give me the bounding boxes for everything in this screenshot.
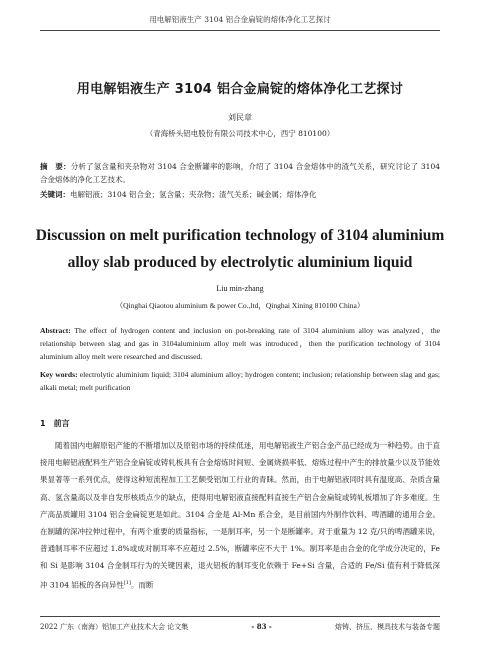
body-paragraph-text: 随着国内电解原铝产能的不断增加以及原铝市场的持续低迷，用电解铝液生产铝合金产品已经成为一种趋势。由于直接用电解铝液配料生产铝合金扁锭或铸轧板具有合金熔炼时间短、金属烧损率低、熔炼过程中产生的排放量少以及节能效果显著等一系列优点，使得这种短流程加工工艺颇受铝加工行业的青睐。然而，由于电解铝液同时具有温度高、杂质含量高、氢含量高以及非自发形核质点少的缺点，使得用电解铝液直接配料直接生产铝合金扁锭或铸轧板增加了许多难度。生产高品质罐用 3104 铝合金扁锭更是如此。3104 合金是 Al-Mn 系合金，是目前国内外制作饮料、啤酒罐的通用合金。在制罐的深冲拉伸过程中，有两个重要的质量指标，一是制耳率，另一个是断罐率。对于重量为 12 克/只的啤酒罐来说，普通制耳率不应超过 1.8%或成对制耳率不应超过 2.5%，断罐率应不大于 1%。制耳率是由合金的化学成分决定的，Fe 和 Si 是影响 3104 合金制耳行为的关键因素，退火铝板的制耳变化依赖于 Fe+Si 含量，合适的 Fe/Si 值有利于降低深冲 3104 铝板的各向异性 <box>40 441 440 590</box>
english-title: Discussion on melt purification technology of 3104 aluminium alloy slab produced by electrolytic aluminium liquid <box>35 227 445 271</box>
english-abstract-text: The effect of hydrogen content and inclusion on pot-breaking rate of 3104 aluminium alloy was analyzed，the relationship between slag and gas in 3104aluminium alloy melt was introduced，then the purification technology of 3104 aluminium alloy melt were researched and discussed. <box>40 326 440 361</box>
english-affiliation: （Qinghai Qiaotou aluminium & power Co.,ltd，Qinghai Xining 810100 China） <box>115 301 365 310</box>
chinese-title: 用电解铝液生产 3104 铝合金扁锭的熔体净化工艺探讨 <box>76 82 404 97</box>
english-keywords-label: Key words: <box>40 370 80 379</box>
english-abstract <box>40 324 440 363</box>
section-heading: 1 前言 <box>40 419 70 428</box>
english-author: Liu min-zhang <box>216 284 264 293</box>
footer-proceedings: 2022 广东（南海）铝加工产业技术大会 论文集 <box>40 623 189 631</box>
english-abstract-label: Abstract: <box>40 326 75 335</box>
chinese-author: 刘民章 <box>228 113 252 122</box>
chinese-abstract-label: 摘 要： <box>40 162 71 171</box>
chinese-keywords <box>40 188 440 201</box>
body-paragraph <box>40 437 440 593</box>
page-footer <box>40 616 440 632</box>
body-paragraph-tail: 。而断 <box>130 580 154 590</box>
english-keywords <box>40 368 440 394</box>
chinese-abstract <box>40 160 440 186</box>
running-header: 用电解铝液生产 3104 铝合金扁锭的熔体净化工艺探讨 <box>40 14 440 31</box>
chinese-keywords-text: 电解铝液；3104 铝合金；氢含量；夹杂物；渣气关系；碱金属；熔体净化 <box>70 190 317 199</box>
english-keywords-text: electrolytic aluminium liquid; 3104 aluminium alloy; hydrogen content; inclusion; relationship between slag and gas; alkali metal; melt purification <box>40 370 441 392</box>
footer-topic: 熔铸、挤压、模具技术与装备专题 <box>334 623 440 631</box>
chinese-affiliation: （青海桥头铝电股份有限公司技术中心，西宁 810100） <box>145 129 335 138</box>
chinese-keywords-label: 关键词： <box>40 190 70 199</box>
chinese-abstract-text: 分析了氢含量和夹杂物对 3104 合金断罐率的影响，介绍了 3104 合金熔体中的渣气关系，研究讨论了 3104 合金熔体的净化工艺技术。 <box>40 162 441 184</box>
page-number: - 83 - <box>251 622 272 631</box>
citation-marker: [1] <box>123 579 131 586</box>
